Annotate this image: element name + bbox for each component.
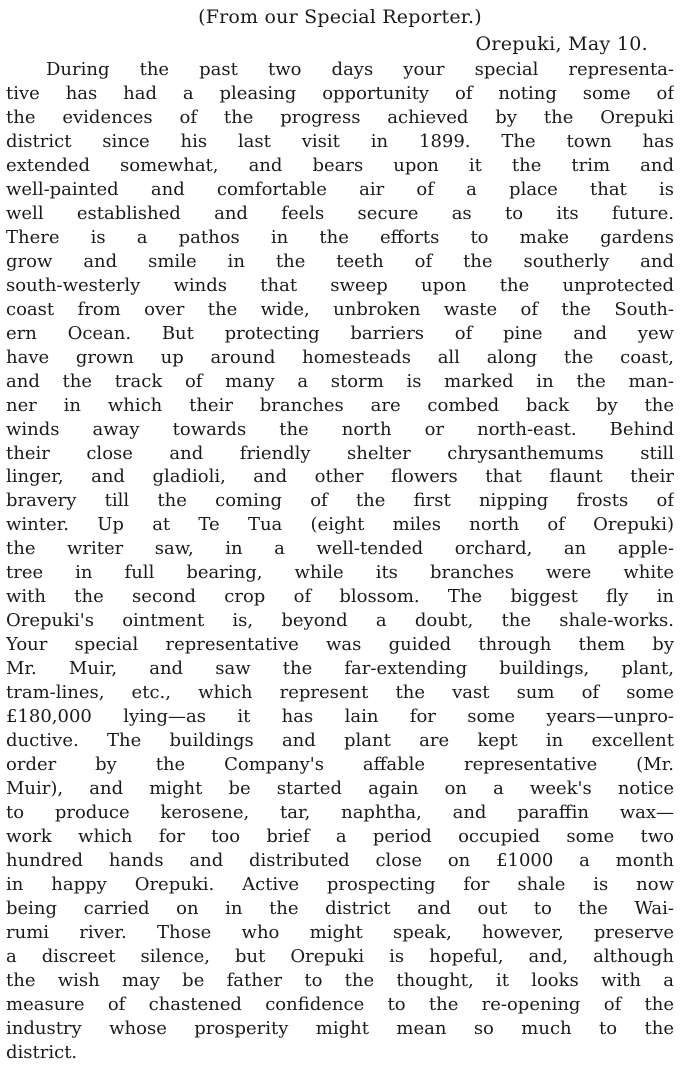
article-line: industry whose prosperity might mean so much to the: [6, 1017, 674, 1039]
article-line: their close and friendly shelter chrysanthemums still: [6, 442, 674, 464]
article-line: the wish may be father to the thought, it looks with a: [6, 969, 674, 991]
article-line: south-westerly winds that sweep upon the unprotected: [6, 274, 674, 296]
newspaper-article: [6, 4, 674, 1065]
article-line: a discreet silence, but Orepuki is hopeful, and, although: [6, 945, 674, 967]
article-line: ner in which their branches are combed back by the: [6, 394, 674, 416]
article-line: and the track of many a storm is marked in the man-: [6, 370, 674, 392]
article-line: to produce kerosene, tar, naphtha, and paraffin wax—: [6, 802, 674, 824]
article-line: well-painted and comfortable air of a place that is: [6, 178, 674, 200]
article-line: measure of chastened confidence to the re-opening of the: [6, 993, 674, 1015]
article-line: tram-lines, etc., which represent the vast sum of some: [6, 682, 674, 704]
article-line: linger, and gladioli, and other flowers that flaunt their: [6, 466, 674, 488]
article-line: tree in full bearing, while its branches were white: [6, 562, 674, 584]
article-line: £180,000 lying—as it has lain for some years—unpro-: [6, 706, 674, 728]
article-body: [6, 58, 674, 1065]
article-dateline: Orepuki, May 10.: [475, 33, 648, 55]
article-line: ductive. The buildings and plant are kept in excellent: [6, 730, 674, 752]
article-line: being carried on in the district and out to the Wai-: [6, 897, 674, 919]
article-line: rumi river. Those who might speak, however, preserve: [6, 921, 674, 943]
article-byline: (From our Special Reporter.): [198, 6, 482, 28]
article-line: Muir), and might be started again on a week's notice: [6, 778, 674, 800]
article-line: district.: [6, 1041, 78, 1063]
article-line: order by the Company's affable representative (Mr.: [6, 754, 674, 776]
article-line: work which for too brief a period occupied some two: [6, 826, 674, 847]
article-line: Orepuki's ointment is, beyond a doubt, the shale-works.: [6, 610, 674, 632]
article-line: the writer saw, in a well-tended orchard, an apple-: [6, 538, 674, 560]
article-line: Mr. Muir, and saw the far-extending buildings, plant,: [6, 658, 674, 680]
article-line: in happy Orepuki. Active prospecting for shale is now: [6, 873, 674, 895]
article-line: Your special representative was guided through them by: [6, 634, 674, 656]
article-line: district since his last visit in 1899. The town has: [6, 130, 674, 152]
article-line: During the past two days your special representa-: [46, 59, 674, 80]
article-line: There is a pathos in the efforts to make gardens: [6, 226, 674, 248]
article-line: well established and feels secure as to its future.: [6, 202, 674, 224]
article-line: winds away towards the north or north-east. Behind: [6, 418, 674, 440]
article-line: have grown up around homesteads all along the coast,: [6, 346, 674, 368]
article-line: tive has had a pleasing opportunity of noting some of: [6, 82, 674, 104]
article-line: hundred hands and distributed close on £1000 a month: [6, 849, 674, 871]
article-line: bravery till the coming of the first nipping frosts of: [6, 490, 674, 512]
article-line: extended somewhat, and bears upon it the trim and: [6, 154, 674, 176]
article-line: the evidences of the progress achieved by the Orepuki: [6, 106, 674, 128]
article-line: winter. Up at Te Tua (eight miles north of Orepuki): [6, 514, 674, 536]
article-line: ern Ocean. But protecting barriers of pine and yew: [6, 322, 674, 344]
article-line: with the second crop of blossom. The biggest fly in: [6, 586, 674, 608]
article-line: coast from over the wide, unbroken waste of the South-: [6, 298, 674, 320]
article-line: grow and smile in the teeth of the southerly and: [6, 250, 674, 272]
